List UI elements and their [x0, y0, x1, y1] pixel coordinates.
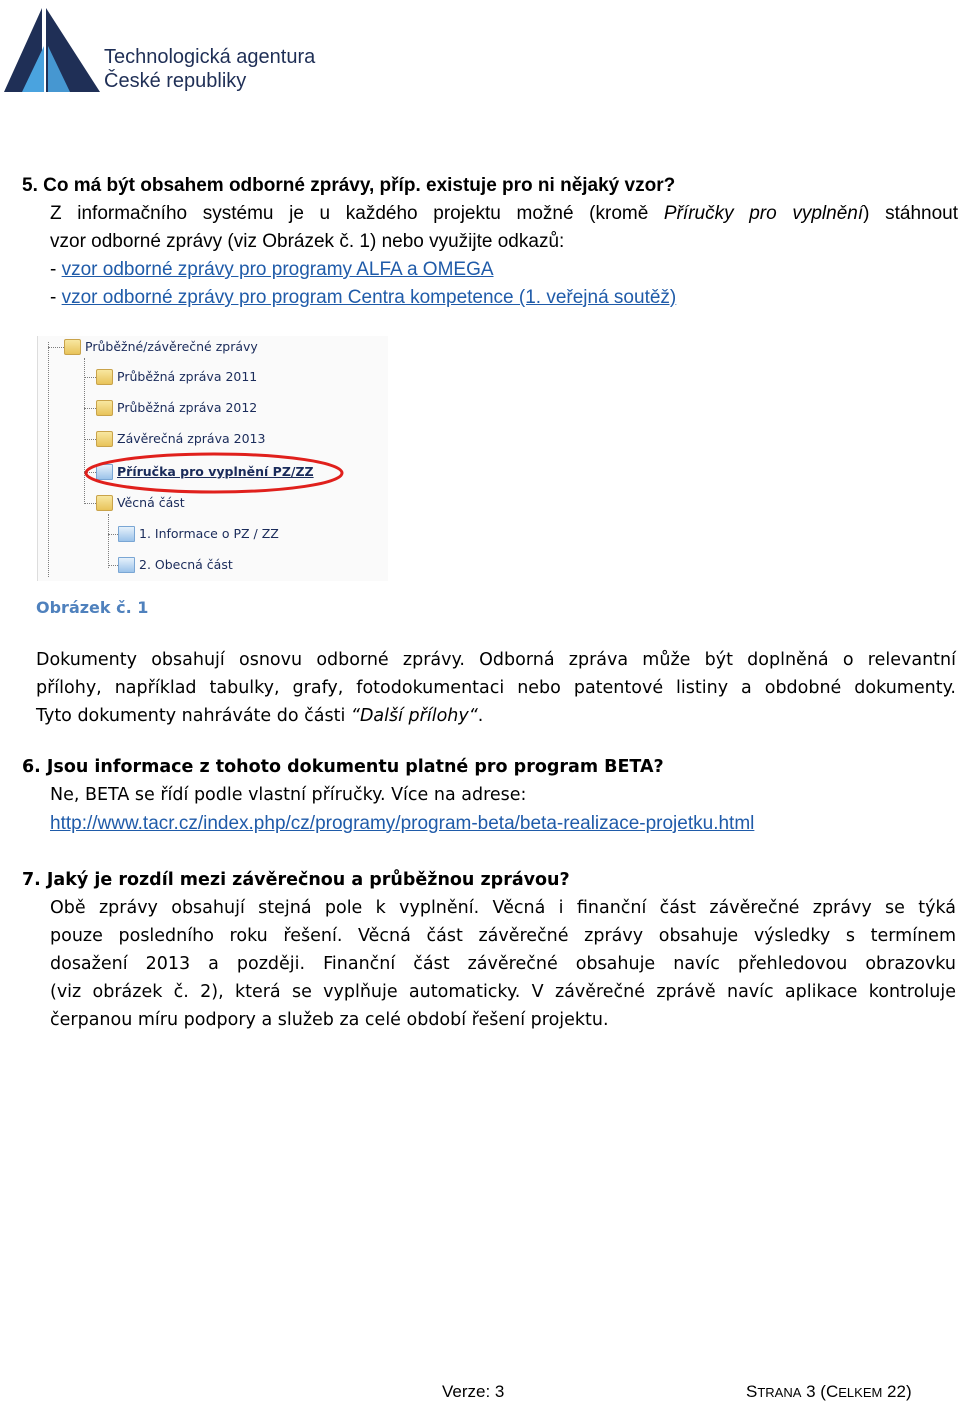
tree-item-zz-2013[interactable]: Závěrečná zpráva 2013: [96, 430, 265, 448]
folder-icon: [96, 431, 113, 447]
q5-link-row-1: - vzor odborné zprávy pro programy ALFA a OMEGA: [50, 259, 494, 280]
link-vzor-alfa-omega[interactable]: vzor odborné zprávy pro programy ALFA a OMEGA: [61, 259, 494, 280]
logo-subtitle: České republiky: [104, 70, 247, 92]
link-vzor-centra-kompetence[interactable]: vzor odborné zprávy pro program Centra kompetence (1. veřejná soutěž): [61, 287, 677, 308]
tree-screenshot: [37, 336, 388, 581]
folder-icon: [96, 495, 113, 511]
q7-line-1: Obě zprávy obsahují stejná pole k vyplnění. Věcná i finanční část závěrečné zprávy se týká: [50, 898, 956, 918]
q7-heading: 7. Jaký je rozdíl mezi závěrečnou a průběžnou zprávou?: [22, 870, 570, 890]
link-beta-realizace[interactable]: http://www.tacr.cz/index.php/cz/programy/program-beta/beta-realizace-projetku.html: [50, 813, 755, 834]
docs-line-2: přílohy, například tabulky, grafy, fotodokumentaci nebo patentové listiny a obdobné dokumenty.: [36, 678, 956, 698]
q5-paragraph: [50, 200, 958, 228]
q6-heading: 6. Jsou informace z tohoto dokumentu platné pro program BETA?: [22, 757, 664, 777]
logo: [4, 6, 324, 96]
figure-caption: Obrázek č. 1: [36, 598, 149, 617]
tree-item-informace[interactable]: 1. Informace o PZ / ZZ: [118, 525, 279, 543]
q7-line-3: dosažení 2013 a později. Finanční část závěrečné obsahuje navíc přehledovou obrazovku: [50, 954, 956, 974]
document-icon: [118, 557, 135, 573]
docs-line-3: Tyto dokumenty nahráváte do části “Další přílohy“.: [36, 706, 484, 726]
tree-item-obecna-cast[interactable]: 2. Obecná část: [118, 556, 233, 574]
document-icon: [118, 526, 135, 542]
logo-title: Technologická agentura: [104, 46, 316, 68]
tree-item-pz-2011[interactable]: Průběžná zpráva 2011: [96, 368, 257, 386]
folder-icon: [64, 339, 81, 355]
tree-item-vecna-cast[interactable]: Věcná část: [96, 494, 185, 512]
q5-link-row-2: - vzor odborné zprávy pro program Centra kompetence (1. veřejná soutěž): [50, 287, 677, 308]
q6-url-row: [50, 810, 754, 838]
q5-heading: 5. Co má být obsahem odborné zprávy, příp. existuje pro ni nějaký vzor?: [22, 175, 676, 196]
docs-paragraph: [36, 646, 956, 702]
q5-line-1: Z informačního systému je u každého projektu možné (kromě Příručky pro vyplnění) stáhnout: [50, 203, 958, 224]
highlight-ellipse: [83, 451, 345, 495]
tree-item-root[interactable]: Průběžné/závěrečné zprávy: [64, 338, 258, 356]
tree-item-prirucka[interactable]: Příručka pro vyplnění PZ/ZZ: [96, 463, 314, 481]
docs-line-1: Dokumenty obsahují osnovu odborné zprávy. Odborná zpráva může být doplněná o relevantní: [36, 650, 956, 670]
q7-line-4: (viz obrázek č. 2), která se vyplňuje automaticky. V závěrečné zprávě navíc aplikace kontroluje: [50, 982, 956, 1002]
logo-triangle-icon: [4, 6, 104, 96]
footer-page-number: STRANA 3 (CELKEM 22): [746, 1382, 912, 1401]
folder-icon: [96, 400, 113, 416]
q7-line-5: čerpanou míru podpory a služeb za celé období řešení projektu.: [50, 1010, 609, 1030]
q6-line-1: Ne, BETA se řídí podle vlastní příručky. Více na adrese:: [50, 785, 527, 805]
footer-version: Verze: 3: [442, 1382, 505, 1401]
q7-paragraph: [50, 894, 956, 1034]
folder-icon: [96, 369, 113, 385]
q7-line-2: pouze posledního roku řešení. Věcná část závěrečné zprávy obsahuje výsledky s termínem: [50, 926, 956, 946]
q5-line-2: vzor odborné zprávy (viz Obrázek č. 1) nebo využijte odkazů:: [50, 231, 565, 252]
tree-item-pz-2012[interactable]: Průběžná zpráva 2012: [96, 399, 257, 417]
